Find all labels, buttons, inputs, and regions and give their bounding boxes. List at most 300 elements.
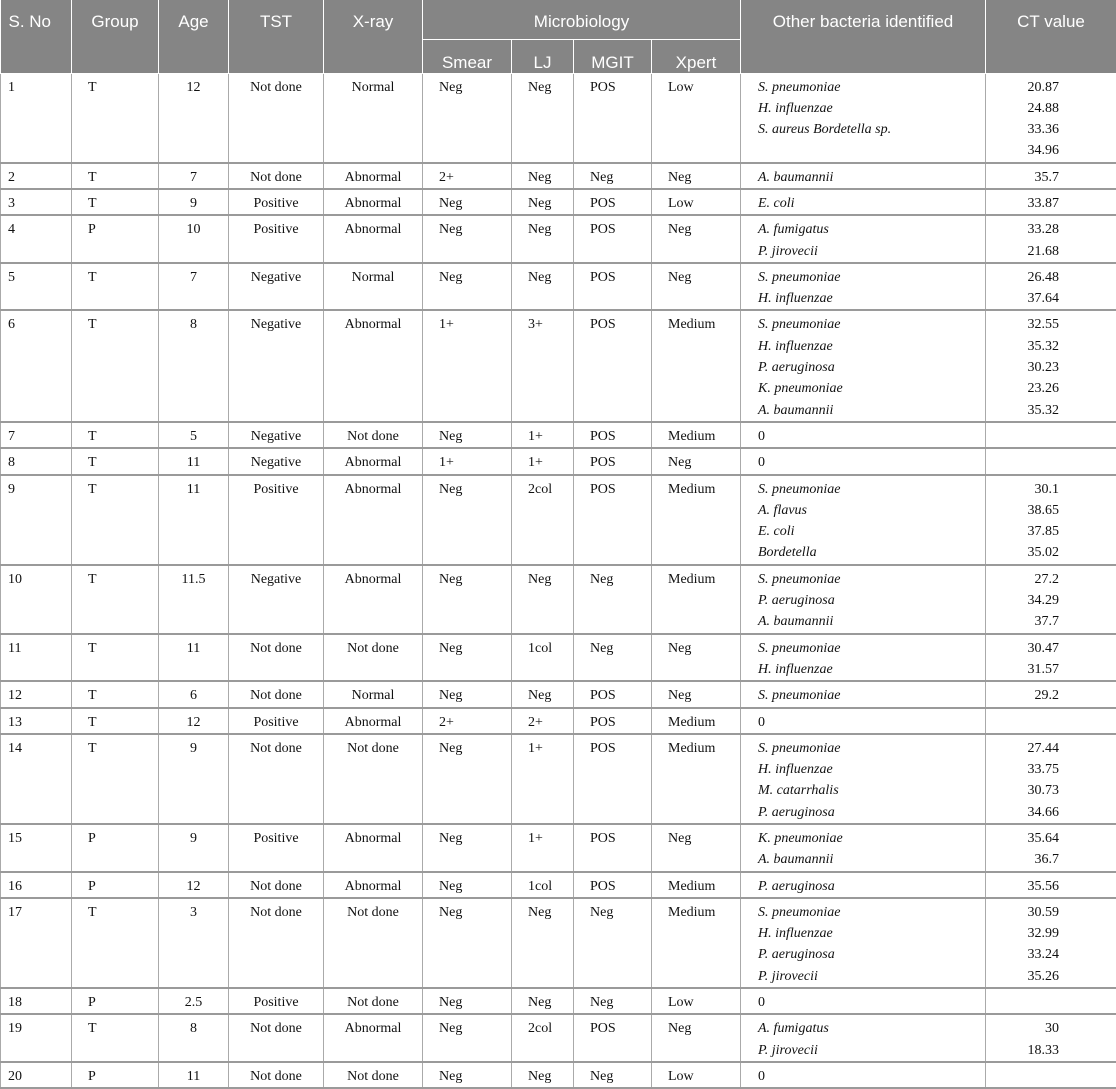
table-row bbox=[1, 708, 1116, 734]
ct-value: 35.32 bbox=[986, 400, 1059, 421]
cell-bacteria bbox=[741, 215, 986, 263]
bacteria-name: E. coli bbox=[758, 193, 985, 214]
cell-age: 11 bbox=[159, 448, 229, 474]
cell-sno: 10 bbox=[1, 565, 72, 634]
cell-age: 11 bbox=[159, 634, 229, 682]
cell-xray: Abnormal bbox=[324, 215, 423, 263]
cell-ct bbox=[986, 681, 1116, 707]
cell-age: 9 bbox=[159, 734, 229, 824]
cell-group: T bbox=[72, 634, 159, 682]
ct-value: 21.68 bbox=[986, 241, 1059, 262]
cell-sno: 2 bbox=[1, 163, 72, 189]
ct-value: 35.64 bbox=[986, 828, 1059, 849]
cell-sno: 11 bbox=[1, 634, 72, 682]
cell-xpert: Neg bbox=[652, 448, 741, 474]
cell-lj: Neg bbox=[512, 73, 574, 163]
bacteria-name: A. fumigatus bbox=[758, 1018, 985, 1039]
cell-sno: 8 bbox=[1, 448, 72, 474]
cell-bacteria bbox=[741, 634, 986, 682]
cell-xray: Not done bbox=[324, 734, 423, 824]
bacteria-name: S. pneumoniae bbox=[758, 314, 985, 335]
bacteria-name: H. influenzae bbox=[758, 659, 985, 680]
cell-xpert: Medium bbox=[652, 565, 741, 634]
cell-ct bbox=[986, 708, 1116, 734]
cell-group: T bbox=[72, 263, 159, 311]
cell-sno: 12 bbox=[1, 681, 72, 707]
table-header bbox=[1, 0, 1116, 73]
cell-tst: Not done bbox=[229, 1062, 324, 1088]
cell-xpert: Neg bbox=[652, 215, 741, 263]
bacteria-name: S. pneumoniae bbox=[758, 638, 985, 659]
cell-bacteria bbox=[741, 565, 986, 634]
cell-age: 7 bbox=[159, 163, 229, 189]
cell-mgit: POS bbox=[574, 872, 652, 898]
cell-group: T bbox=[72, 475, 159, 565]
cell-lj: Neg bbox=[512, 681, 574, 707]
bacteria-name: A. flavus bbox=[758, 500, 985, 521]
bacteria-name: S. pneumoniae bbox=[758, 738, 985, 759]
cell-bacteria bbox=[741, 681, 986, 707]
cell-mgit: POS bbox=[574, 708, 652, 734]
cell-bacteria bbox=[741, 422, 986, 448]
cell-smear: Neg bbox=[423, 898, 512, 988]
bacteria-name: E. coli bbox=[758, 521, 985, 542]
cell-smear: 1+ bbox=[423, 310, 512, 421]
cell-tst: Negative bbox=[229, 310, 324, 421]
cell-mgit: Neg bbox=[574, 898, 652, 988]
cell-xpert: Low bbox=[652, 1062, 741, 1088]
bacteria-name: A. fumigatus bbox=[758, 219, 985, 240]
cell-bacteria bbox=[741, 734, 986, 824]
cell-ct bbox=[986, 1014, 1116, 1062]
bacteria-name: P. aeruginosa bbox=[758, 944, 985, 965]
ct-value: 31.57 bbox=[986, 659, 1059, 680]
cell-mgit: POS bbox=[574, 475, 652, 565]
cell-smear: Neg bbox=[423, 824, 512, 872]
cell-smear: Neg bbox=[423, 681, 512, 707]
cell-group: T bbox=[72, 1014, 159, 1062]
cell-xpert: Neg bbox=[652, 1014, 741, 1062]
header-age: Age bbox=[159, 0, 229, 73]
bacteria-name: Bordetella bbox=[758, 542, 985, 563]
cell-age: 9 bbox=[159, 189, 229, 215]
cell-ct bbox=[986, 422, 1116, 448]
bacteria-name: P. aeruginosa bbox=[758, 590, 985, 611]
cell-tst: Positive bbox=[229, 215, 324, 263]
cell-age: 2.5 bbox=[159, 988, 229, 1014]
cell-mgit: Neg bbox=[574, 988, 652, 1014]
cell-xray: Not done bbox=[324, 988, 423, 1014]
cell-sno: 15 bbox=[1, 824, 72, 872]
cell-lj: 2col bbox=[512, 475, 574, 565]
ct-value: 35.32 bbox=[986, 336, 1059, 357]
cell-xray: Abnormal bbox=[324, 1014, 423, 1062]
cell-bacteria bbox=[741, 898, 986, 988]
bacteria-name: H. influenzae bbox=[758, 288, 985, 309]
cell-xpert: Neg bbox=[652, 824, 741, 872]
ct-value: 23.26 bbox=[986, 378, 1059, 399]
cell-xray: Abnormal bbox=[324, 708, 423, 734]
bacteria-name: 0 bbox=[758, 452, 985, 473]
cell-xray: Normal bbox=[324, 73, 423, 163]
bacteria-name: P. aeruginosa bbox=[758, 802, 985, 823]
cell-sno: 1 bbox=[1, 73, 72, 163]
cell-tst: Negative bbox=[229, 263, 324, 311]
bacteria-name: 0 bbox=[758, 712, 985, 733]
bacteria-name: P. jirovecii bbox=[758, 241, 985, 262]
cell-age: 12 bbox=[159, 708, 229, 734]
ct-value: 32.55 bbox=[986, 314, 1059, 335]
header-ct: CT value bbox=[986, 0, 1116, 73]
cell-lj: 1+ bbox=[512, 734, 574, 824]
ct-value: 35.02 bbox=[986, 542, 1059, 563]
cell-group: T bbox=[72, 448, 159, 474]
cell-age: 8 bbox=[159, 1014, 229, 1062]
cell-bacteria bbox=[741, 73, 986, 163]
cell-lj: Neg bbox=[512, 163, 574, 189]
ct-value: 33.28 bbox=[986, 219, 1059, 240]
cell-smear: Neg bbox=[423, 189, 512, 215]
header-mgit: MGIT bbox=[574, 39, 652, 73]
cell-sno: 7 bbox=[1, 422, 72, 448]
cell-ct bbox=[986, 310, 1116, 421]
cell-smear: Neg bbox=[423, 422, 512, 448]
ct-value: 30 bbox=[986, 1018, 1059, 1039]
header-lj: LJ bbox=[512, 39, 574, 73]
cell-tst: Not done bbox=[229, 1014, 324, 1062]
cell-sno: 19 bbox=[1, 1014, 72, 1062]
cell-xpert: Neg bbox=[652, 681, 741, 707]
cell-tst: Positive bbox=[229, 824, 324, 872]
cell-group: T bbox=[72, 565, 159, 634]
ct-value: 30.23 bbox=[986, 357, 1059, 378]
cell-sno: 9 bbox=[1, 475, 72, 565]
cell-lj: 3+ bbox=[512, 310, 574, 421]
cell-smear: 1+ bbox=[423, 448, 512, 474]
cell-xray: Abnormal bbox=[324, 310, 423, 421]
table-row bbox=[1, 73, 1116, 163]
table-row bbox=[1, 1014, 1116, 1062]
cell-ct bbox=[986, 898, 1116, 988]
cell-sno: 18 bbox=[1, 988, 72, 1014]
header-group: Group bbox=[72, 0, 159, 73]
cell-tst: Positive bbox=[229, 708, 324, 734]
cell-mgit: POS bbox=[574, 824, 652, 872]
cell-smear: Neg bbox=[423, 263, 512, 311]
table-row bbox=[1, 872, 1116, 898]
cell-mgit: POS bbox=[574, 73, 652, 163]
cell-xray: Abnormal bbox=[324, 189, 423, 215]
ct-value: 33.24 bbox=[986, 944, 1059, 965]
cell-mgit: Neg bbox=[574, 1062, 652, 1088]
table-row bbox=[1, 163, 1116, 189]
table-body bbox=[1, 73, 1116, 1088]
cell-xray: Not done bbox=[324, 1062, 423, 1088]
cell-tst: Negative bbox=[229, 448, 324, 474]
cell-sno: 20 bbox=[1, 1062, 72, 1088]
ct-value: 32.99 bbox=[986, 923, 1059, 944]
table-row bbox=[1, 824, 1116, 872]
ct-value: 38.65 bbox=[986, 500, 1059, 521]
bacteria-name: A. baumannii bbox=[758, 849, 985, 870]
cell-xpert: Neg bbox=[652, 634, 741, 682]
cell-xray: Abnormal bbox=[324, 824, 423, 872]
cell-xray: Abnormal bbox=[324, 872, 423, 898]
bacteria-name: A. baumannii bbox=[758, 611, 985, 632]
ct-value: 27.44 bbox=[986, 738, 1059, 759]
cell-bacteria bbox=[741, 189, 986, 215]
cell-bacteria bbox=[741, 163, 986, 189]
cell-ct bbox=[986, 1062, 1116, 1088]
cell-ct bbox=[986, 448, 1116, 474]
cell-ct bbox=[986, 73, 1116, 163]
cell-sno: 13 bbox=[1, 708, 72, 734]
bacteria-name: H. influenzae bbox=[758, 759, 985, 780]
cell-lj: Neg bbox=[512, 898, 574, 988]
cell-ct bbox=[986, 163, 1116, 189]
cell-mgit: POS bbox=[574, 310, 652, 421]
cell-tst: Not done bbox=[229, 898, 324, 988]
cell-smear: Neg bbox=[423, 565, 512, 634]
bacteria-name: 0 bbox=[758, 992, 985, 1013]
bacteria-name: S. pneumoniae bbox=[758, 77, 985, 98]
bacteria-name: P. aeruginosa bbox=[758, 357, 985, 378]
cell-xray: Abnormal bbox=[324, 448, 423, 474]
cell-xpert: Low bbox=[652, 189, 741, 215]
cell-xpert: Neg bbox=[652, 163, 741, 189]
table-row bbox=[1, 448, 1116, 474]
ct-value: 34.66 bbox=[986, 802, 1059, 823]
cell-sno: 5 bbox=[1, 263, 72, 311]
cell-group: T bbox=[72, 163, 159, 189]
cell-tst: Positive bbox=[229, 988, 324, 1014]
ct-value: 33.36 bbox=[986, 119, 1059, 140]
bacteria-name: H. influenzae bbox=[758, 98, 985, 119]
cell-tst: Positive bbox=[229, 189, 324, 215]
cell-xpert: Neg bbox=[652, 263, 741, 311]
cell-sno: 4 bbox=[1, 215, 72, 263]
bacteria-name: A. baumannii bbox=[758, 167, 985, 188]
ct-value: 30.47 bbox=[986, 638, 1059, 659]
table-row bbox=[1, 565, 1116, 634]
cell-mgit: Neg bbox=[574, 565, 652, 634]
cell-lj: 1+ bbox=[512, 824, 574, 872]
cell-lj: Neg bbox=[512, 988, 574, 1014]
bacteria-name: A. baumannii bbox=[758, 400, 985, 421]
cell-ct bbox=[986, 565, 1116, 634]
cell-age: 12 bbox=[159, 73, 229, 163]
bacteria-name: S. pneumoniae bbox=[758, 902, 985, 923]
cell-bacteria bbox=[741, 475, 986, 565]
cell-lj: Neg bbox=[512, 263, 574, 311]
ct-value: 36.7 bbox=[986, 849, 1059, 870]
cell-lj: 1col bbox=[512, 634, 574, 682]
cell-smear: Neg bbox=[423, 872, 512, 898]
cell-smear: Neg bbox=[423, 73, 512, 163]
table-row bbox=[1, 422, 1116, 448]
bacteria-name: 0 bbox=[758, 1066, 985, 1087]
cell-xpert: Medium bbox=[652, 734, 741, 824]
ct-value: 33.87 bbox=[986, 193, 1059, 214]
cell-bacteria bbox=[741, 310, 986, 421]
cell-lj: Neg bbox=[512, 189, 574, 215]
cell-xray: Not done bbox=[324, 898, 423, 988]
header-bacteria: Other bacteria identified bbox=[741, 0, 986, 73]
cell-mgit: POS bbox=[574, 215, 652, 263]
header-microbiology: Microbiology bbox=[423, 0, 741, 39]
table-row bbox=[1, 988, 1116, 1014]
cell-bacteria bbox=[741, 708, 986, 734]
cell-age: 12 bbox=[159, 872, 229, 898]
cell-ct bbox=[986, 634, 1116, 682]
cell-sno: 16 bbox=[1, 872, 72, 898]
cell-tst: Not done bbox=[229, 681, 324, 707]
bacteria-name: K. pneumoniae bbox=[758, 378, 985, 399]
cell-group: P bbox=[72, 988, 159, 1014]
cell-group: P bbox=[72, 1062, 159, 1088]
cell-tst: Positive bbox=[229, 475, 324, 565]
header-smear: Smear bbox=[423, 39, 512, 73]
cell-group: P bbox=[72, 215, 159, 263]
cell-smear: 2+ bbox=[423, 708, 512, 734]
cell-age: 10 bbox=[159, 215, 229, 263]
cell-ct bbox=[986, 734, 1116, 824]
bacteria-name: H. influenzae bbox=[758, 336, 985, 357]
bacteria-name: K. pneumoniae bbox=[758, 828, 985, 849]
header-sno: S. No bbox=[1, 0, 72, 73]
cell-mgit: Neg bbox=[574, 163, 652, 189]
cell-bacteria bbox=[741, 872, 986, 898]
cell-xray: Not done bbox=[324, 634, 423, 682]
cell-tst: Not done bbox=[229, 734, 324, 824]
cell-xray: Normal bbox=[324, 681, 423, 707]
bacteria-name: M. catarrhalis bbox=[758, 780, 985, 801]
bacteria-name: S. pneumoniae bbox=[758, 569, 985, 590]
ct-value: 37.85 bbox=[986, 521, 1059, 542]
bacteria-name: 0 bbox=[758, 426, 985, 447]
table-row bbox=[1, 898, 1116, 988]
cell-xray: Not done bbox=[324, 422, 423, 448]
ct-value: 24.88 bbox=[986, 98, 1059, 119]
cell-group: T bbox=[72, 189, 159, 215]
cell-smear: Neg bbox=[423, 215, 512, 263]
cell-lj: Neg bbox=[512, 565, 574, 634]
bacteria-name: S. pneumoniae bbox=[758, 267, 985, 288]
ct-value: 33.75 bbox=[986, 759, 1059, 780]
cell-smear: Neg bbox=[423, 734, 512, 824]
ct-value: 34.29 bbox=[986, 590, 1059, 611]
cell-xray: Abnormal bbox=[324, 475, 423, 565]
cell-xray: Normal bbox=[324, 263, 423, 311]
cell-ct bbox=[986, 872, 1116, 898]
ct-value: 30.1 bbox=[986, 479, 1059, 500]
cell-ct bbox=[986, 475, 1116, 565]
cell-group: T bbox=[72, 898, 159, 988]
cell-mgit: POS bbox=[574, 734, 652, 824]
cell-ct bbox=[986, 189, 1116, 215]
cell-smear: Neg bbox=[423, 1062, 512, 1088]
cell-age: 11 bbox=[159, 475, 229, 565]
cell-bacteria bbox=[741, 1014, 986, 1062]
cell-ct bbox=[986, 215, 1116, 263]
bacteria-name: H. influenzae bbox=[758, 923, 985, 944]
cell-group: P bbox=[72, 824, 159, 872]
ct-value: 35.26 bbox=[986, 966, 1059, 987]
cell-xpert: Low bbox=[652, 988, 741, 1014]
header-xray: X-ray bbox=[324, 0, 423, 73]
cell-ct bbox=[986, 263, 1116, 311]
ct-value: 34.96 bbox=[986, 140, 1059, 161]
cell-group: P bbox=[72, 872, 159, 898]
cell-mgit: POS bbox=[574, 422, 652, 448]
cell-age: 7 bbox=[159, 263, 229, 311]
ct-value: 27.2 bbox=[986, 569, 1059, 590]
cell-age: 11 bbox=[159, 1062, 229, 1088]
cell-ct bbox=[986, 988, 1116, 1014]
table-row bbox=[1, 681, 1116, 707]
cell-lj: 1+ bbox=[512, 422, 574, 448]
table-row bbox=[1, 263, 1116, 311]
cell-bacteria bbox=[741, 263, 986, 311]
ct-value: 29.2 bbox=[986, 685, 1059, 706]
ct-value: 35.56 bbox=[986, 876, 1059, 897]
table-row bbox=[1, 310, 1116, 421]
cell-sno: 6 bbox=[1, 310, 72, 421]
cell-age: 9 bbox=[159, 824, 229, 872]
cell-group: T bbox=[72, 73, 159, 163]
cell-smear: Neg bbox=[423, 1014, 512, 1062]
cell-tst: Not done bbox=[229, 73, 324, 163]
cell-sno: 14 bbox=[1, 734, 72, 824]
table-row bbox=[1, 215, 1116, 263]
cell-xpert: Medium bbox=[652, 898, 741, 988]
cell-xpert: Medium bbox=[652, 422, 741, 448]
cell-age: 6 bbox=[159, 681, 229, 707]
cell-group: T bbox=[72, 310, 159, 421]
cell-bacteria bbox=[741, 448, 986, 474]
cell-xpert: Medium bbox=[652, 475, 741, 565]
bacteria-name: S. pneumoniae bbox=[758, 685, 985, 706]
ct-value: 37.7 bbox=[986, 611, 1059, 632]
cell-xray: Abnormal bbox=[324, 163, 423, 189]
cell-tst: Negative bbox=[229, 565, 324, 634]
cell-mgit: POS bbox=[574, 263, 652, 311]
cell-lj: Neg bbox=[512, 215, 574, 263]
cell-smear: Neg bbox=[423, 634, 512, 682]
table-row bbox=[1, 634, 1116, 682]
bacteria-name: P. jirovecii bbox=[758, 966, 985, 987]
cell-mgit: Neg bbox=[574, 634, 652, 682]
cell-lj: 2+ bbox=[512, 708, 574, 734]
header-xpert: Xpert bbox=[652, 39, 741, 73]
cell-group: T bbox=[72, 708, 159, 734]
bacteria-name: S. aureus Bordetella sp. bbox=[758, 119, 985, 140]
cell-mgit: POS bbox=[574, 448, 652, 474]
ct-value: 18.33 bbox=[986, 1040, 1059, 1061]
cell-mgit: POS bbox=[574, 1014, 652, 1062]
cell-xpert: Medium bbox=[652, 708, 741, 734]
cell-xpert: Medium bbox=[652, 872, 741, 898]
ct-value: 37.64 bbox=[986, 288, 1059, 309]
bacteria-name: S. pneumoniae bbox=[758, 479, 985, 500]
cell-ct bbox=[986, 824, 1116, 872]
cell-tst: Not done bbox=[229, 634, 324, 682]
cell-xpert: Low bbox=[652, 73, 741, 163]
bacteria-name: P. jirovecii bbox=[758, 1040, 985, 1061]
ct-value: 35.7 bbox=[986, 167, 1059, 188]
table-row bbox=[1, 1062, 1116, 1088]
cell-bacteria bbox=[741, 988, 986, 1014]
